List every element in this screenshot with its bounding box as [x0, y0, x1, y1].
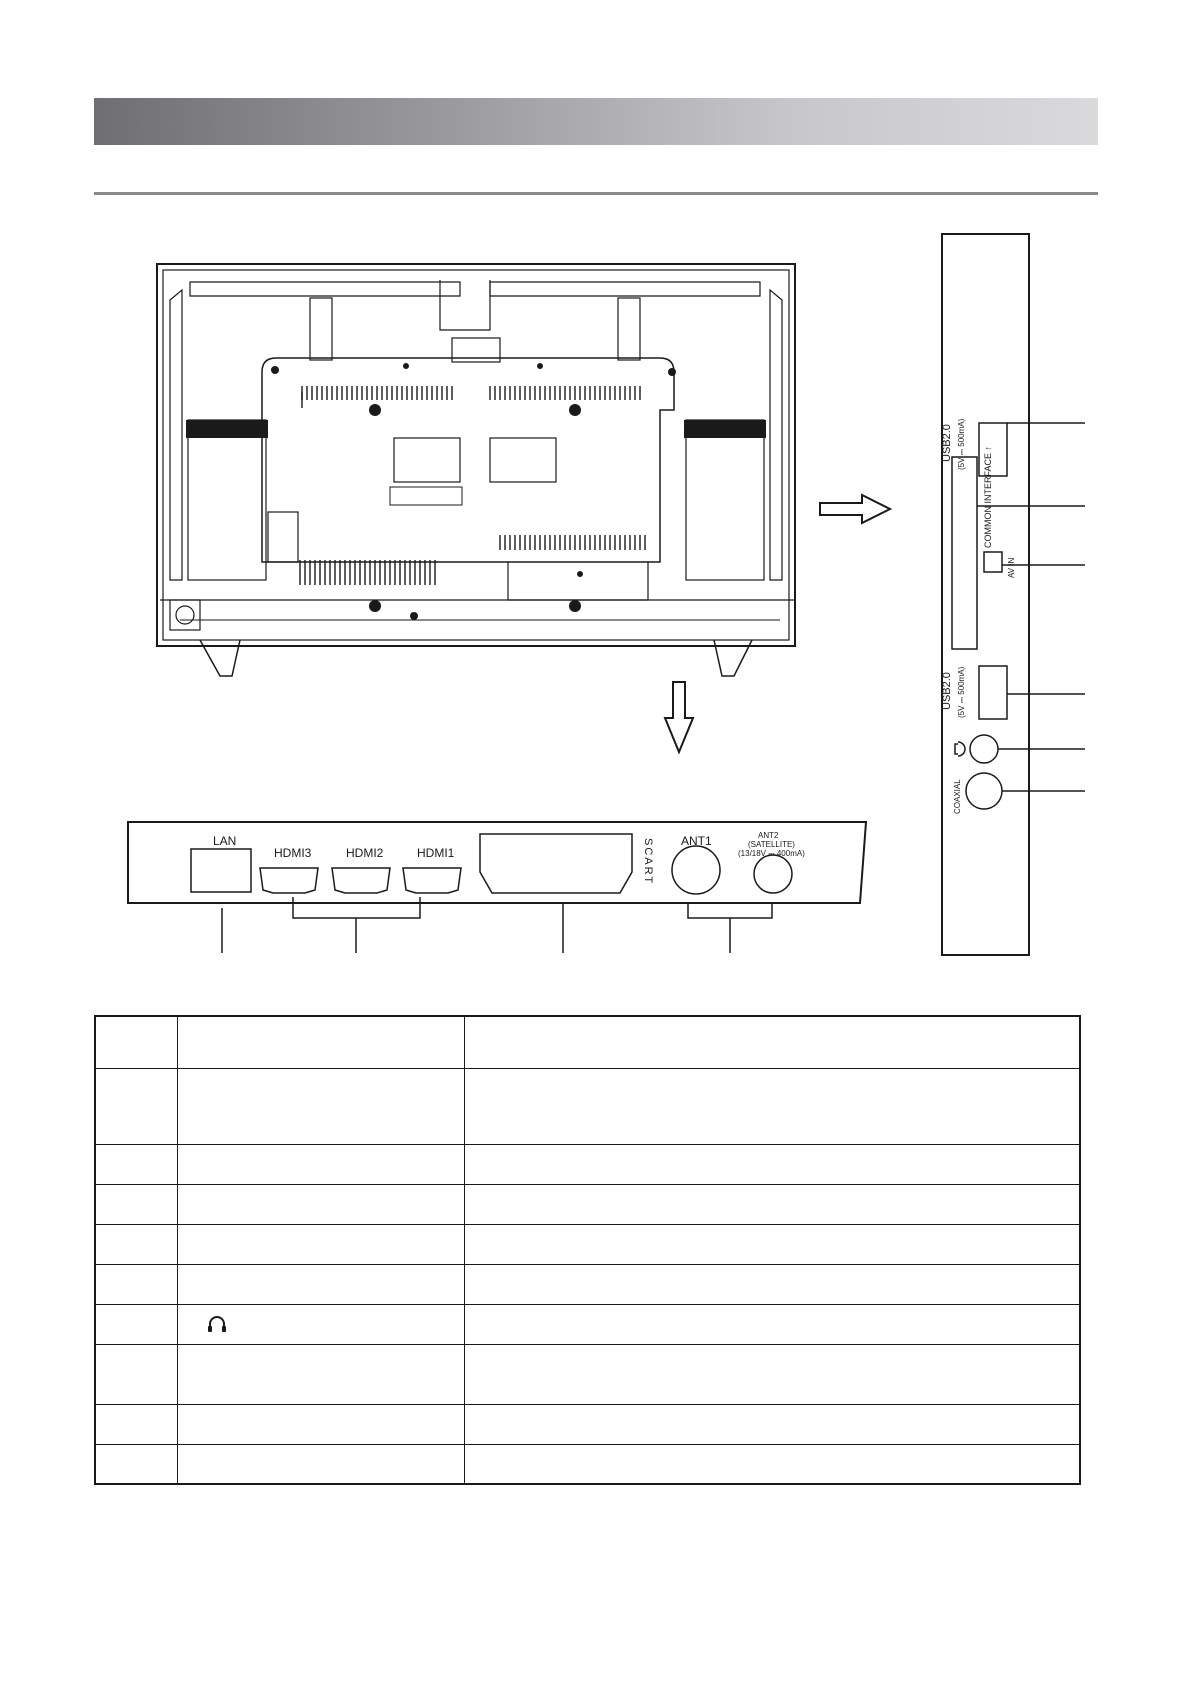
table-row — [95, 1068, 1080, 1144]
vent-grille — [300, 386, 645, 585]
common-interface-label: COMMON INTERFACE ↑ — [983, 445, 993, 548]
connector-name-cell — [178, 1184, 465, 1224]
usb-bottom-label-2: (5V ⎓ 500mA) — [957, 666, 966, 718]
av-in-port — [984, 552, 1002, 572]
hdmi2-port — [332, 868, 390, 893]
lan-label: LAN — [213, 834, 237, 848]
ant2-label-3: (13/18V ⎓ 400mA) — [738, 849, 805, 858]
row-number-cell — [95, 1144, 178, 1184]
description-cell — [465, 1144, 1081, 1184]
hdmi2-label: HDMI2 — [346, 846, 384, 860]
description-cell — [465, 1264, 1081, 1304]
table-row — [95, 1444, 1080, 1484]
scart-label: SCART — [642, 838, 654, 886]
table-row — [95, 1344, 1080, 1404]
connector-name-cell — [178, 1144, 465, 1184]
headphone-icon — [206, 1313, 228, 1335]
row-number-cell — [95, 1344, 178, 1404]
av-in-label: AV IN — [1007, 557, 1016, 578]
row-number-cell — [95, 1068, 178, 1144]
bottom-connector-panel — [128, 822, 866, 953]
table-row — [95, 1304, 1080, 1344]
scart-port — [480, 834, 632, 893]
hdmi1-label: HDMI1 — [417, 846, 455, 860]
table-row — [95, 1264, 1080, 1304]
side-callout-lines — [977, 423, 1085, 791]
description-cell — [465, 1016, 1081, 1068]
usb-bottom-port — [979, 666, 1007, 719]
row-number-cell — [95, 1304, 178, 1344]
lan-port — [191, 849, 251, 892]
description-cell — [465, 1184, 1081, 1224]
usb-top-label-1: USB2.0 — [941, 424, 953, 462]
connector-name-cell — [178, 1264, 465, 1304]
common-interface-slot — [952, 457, 977, 649]
ant1-label: ANT1 — [681, 834, 712, 848]
table-row — [95, 1016, 1080, 1068]
headphone-port — [970, 735, 998, 763]
hdmi3-port — [260, 868, 318, 893]
row-number-cell — [95, 1224, 178, 1264]
description-cell — [465, 1224, 1081, 1264]
ant2-label-1: ANT2 — [758, 831, 779, 840]
ant2-port — [754, 855, 792, 893]
callout-lines — [222, 897, 772, 953]
description-cell — [465, 1068, 1081, 1144]
description-cell — [465, 1304, 1081, 1344]
hdmi1-port — [403, 868, 461, 893]
row-number-cell — [95, 1184, 178, 1224]
connector-name-cell — [178, 1444, 465, 1484]
description-cell — [465, 1404, 1081, 1444]
connector-name-cell — [178, 1068, 465, 1144]
connector-name-cell — [178, 1304, 465, 1344]
table-row — [95, 1144, 1080, 1184]
coaxial-label: COAXIAL — [953, 779, 962, 814]
connector-spec-table — [94, 1015, 1081, 1485]
connector-name-cell — [178, 1224, 465, 1264]
coaxial-port — [966, 773, 1002, 809]
connector-name-cell — [178, 1404, 465, 1444]
row-number-cell — [95, 1404, 178, 1444]
table-row — [95, 1184, 1080, 1224]
arrow-down-icon — [665, 682, 693, 752]
side-connector-panel — [941, 234, 1085, 955]
usb-top-label-2: (5V ⎓ 500mA) — [957, 418, 966, 470]
tv-rear-panel — [157, 264, 795, 676]
ant2-label-2: (SATELLITE) — [748, 840, 795, 849]
hdmi3-label: HDMI3 — [274, 846, 312, 860]
ant1-port — [672, 846, 720, 894]
connector-name-cell — [178, 1016, 465, 1068]
connector-name-cell — [178, 1344, 465, 1404]
screw-points — [271, 363, 676, 620]
row-number-cell — [95, 1444, 178, 1484]
arrow-right-icon — [820, 495, 890, 523]
table-row — [95, 1404, 1080, 1444]
table-row — [95, 1224, 1080, 1264]
description-cell — [465, 1444, 1081, 1484]
usb-bottom-label-1: USB2.0 — [941, 672, 953, 710]
description-cell — [465, 1344, 1081, 1404]
headphone-icon — [955, 742, 965, 756]
row-number-cell — [95, 1264, 178, 1304]
row-number-cell — [95, 1016, 178, 1068]
